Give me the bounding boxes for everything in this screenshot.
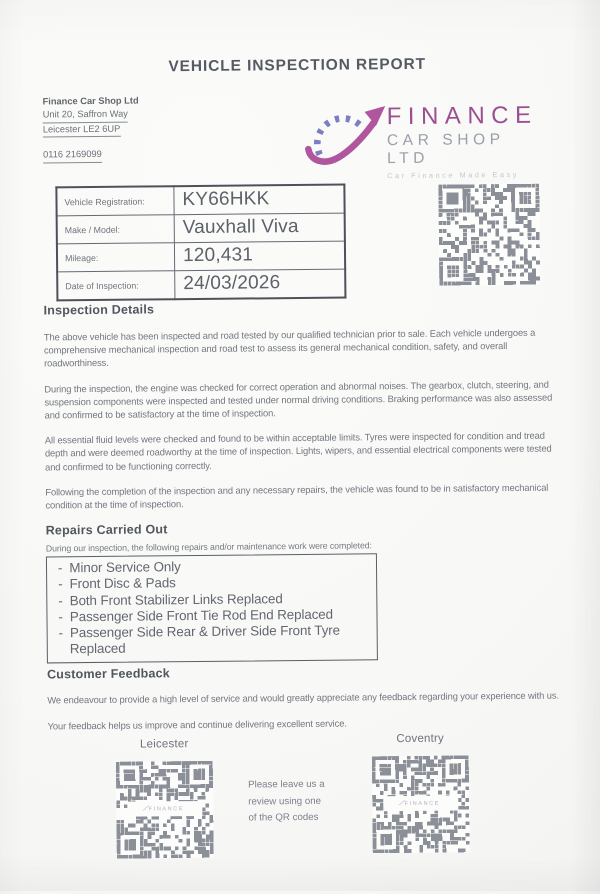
logo-text-block <box>387 102 555 181</box>
feedback-paragraph: Your feedback helps us improve and continue delivering excellent service. <box>47 717 347 732</box>
repair-item: - Passenger Side Front Tie Rod End Replaced <box>58 606 334 625</box>
page-title: VEHICLE INSPECTION REPORT <box>168 55 427 76</box>
leicester-review-qr-code-icon <box>116 761 214 859</box>
section-heading-customer-feedback: Customer Feedback <box>46 666 170 682</box>
vehicle-details-table <box>55 184 346 302</box>
section-heading-inspection-details: Inspection Details <box>43 302 155 318</box>
repair-item: - Minor Service Only <box>57 559 181 576</box>
coventry-review-qr-code-icon <box>372 755 470 853</box>
qr-watermark-swoosh-icon: ∕ <box>400 800 404 808</box>
make-model-value: Vauxhall Viva <box>174 213 345 243</box>
inspection-paragraph: All essential fluid levels were checked and found to be within acceptable limits. Tyres were inspected for condition and tread depth and were deemed roadworthy at the time of inspection. Lights, wipers, and essential electrical components were tested and confirmed to be functioning correctly. <box>44 429 552 473</box>
section-heading-repairs: Repairs Carried Out <box>45 522 168 538</box>
make-model-label: Make / Model: <box>57 215 175 244</box>
repair-item: - Both Front Stabilizer Links Replaced <box>58 590 283 608</box>
mileage-value: 120,431 <box>174 241 345 271</box>
vehicle-registration-value: KY66HKK <box>174 185 345 215</box>
inspection-paragraph: During the inspection, the engine was checked for correct operation and abnormal noises. The gearbox, clutch, steering, and suspension components were inspected and tested under normal driving conditions. Braking performance was also assessed and confirmed to be satisfactory at the time of inspection. <box>44 378 553 421</box>
logo-arrow-icon <box>304 103 391 170</box>
table-row <box>57 241 345 272</box>
inspection-paragraph: Following the completion of the inspection and any necessary repairs, the vehicle was found to be in satisfactory mechanical condition at the time of inspection. <box>45 481 549 511</box>
company-phone: 0116 2169099 <box>43 148 102 163</box>
company-address-line-2: Leicester LE2 6UP <box>43 122 121 137</box>
qr-label-leicester: Leicester <box>139 738 189 751</box>
vehicle-qr-code-icon <box>438 184 540 286</box>
company-name: Finance Car Shop Ltd <box>42 95 139 107</box>
logo-carshop-text: CAR SHOP LTD <box>386 131 505 168</box>
repair-item: - Front Disc & Pads <box>58 575 176 592</box>
table-row <box>57 213 345 244</box>
qr-watermark-logo: ∕ FINANCE <box>127 801 203 817</box>
qr-label-coventry: Coventry <box>396 732 445 746</box>
company-address-block <box>42 95 139 163</box>
report-body <box>43 298 571 744</box>
table-row <box>57 269 345 300</box>
inspection-date-value: 24/03/2026 <box>175 269 346 299</box>
logo-tagline: Car Finance Made Easy <box>387 169 520 181</box>
feedback-paragraph: We endeavour to provide a high level of service and would greatly appreciate any feedback regarding your experience with us. <box>47 689 560 706</box>
repair-item: - Passenger Side Rear & Driver Side Front Tyre Replaced <box>58 622 341 657</box>
repairs-list-box <box>46 554 378 664</box>
qr-instruction-text: Please leave us a review using one of the QR codes <box>248 778 325 824</box>
company-logo <box>304 100 555 181</box>
inspection-paragraph: The above vehicle has been inspected and road tested by our qualified technician prior to sale. Each vehicle undergoes a comprehensive mechanical inspection and road test to assess its general mechanical condition, safety, and overall roadworthiness. <box>43 326 536 369</box>
table-row <box>56 185 344 216</box>
vehicle-registration-label: Vehicle Registration: <box>56 186 174 216</box>
company-address-line-1: Unit 20, Saffron Way <box>43 108 128 123</box>
qr-watermark-swoosh-icon: ∕ <box>144 805 148 813</box>
inspection-date-label: Date of Inspection: <box>57 271 175 301</box>
repairs-intro: During our inspection, the following repairs and/or maintenance work were completed: <box>45 540 372 554</box>
logo-finance-text: FINANCE <box>386 101 538 131</box>
mileage-label: Mileage: <box>57 243 175 272</box>
qr-watermark-logo: ∕ FINANCE <box>383 795 459 811</box>
